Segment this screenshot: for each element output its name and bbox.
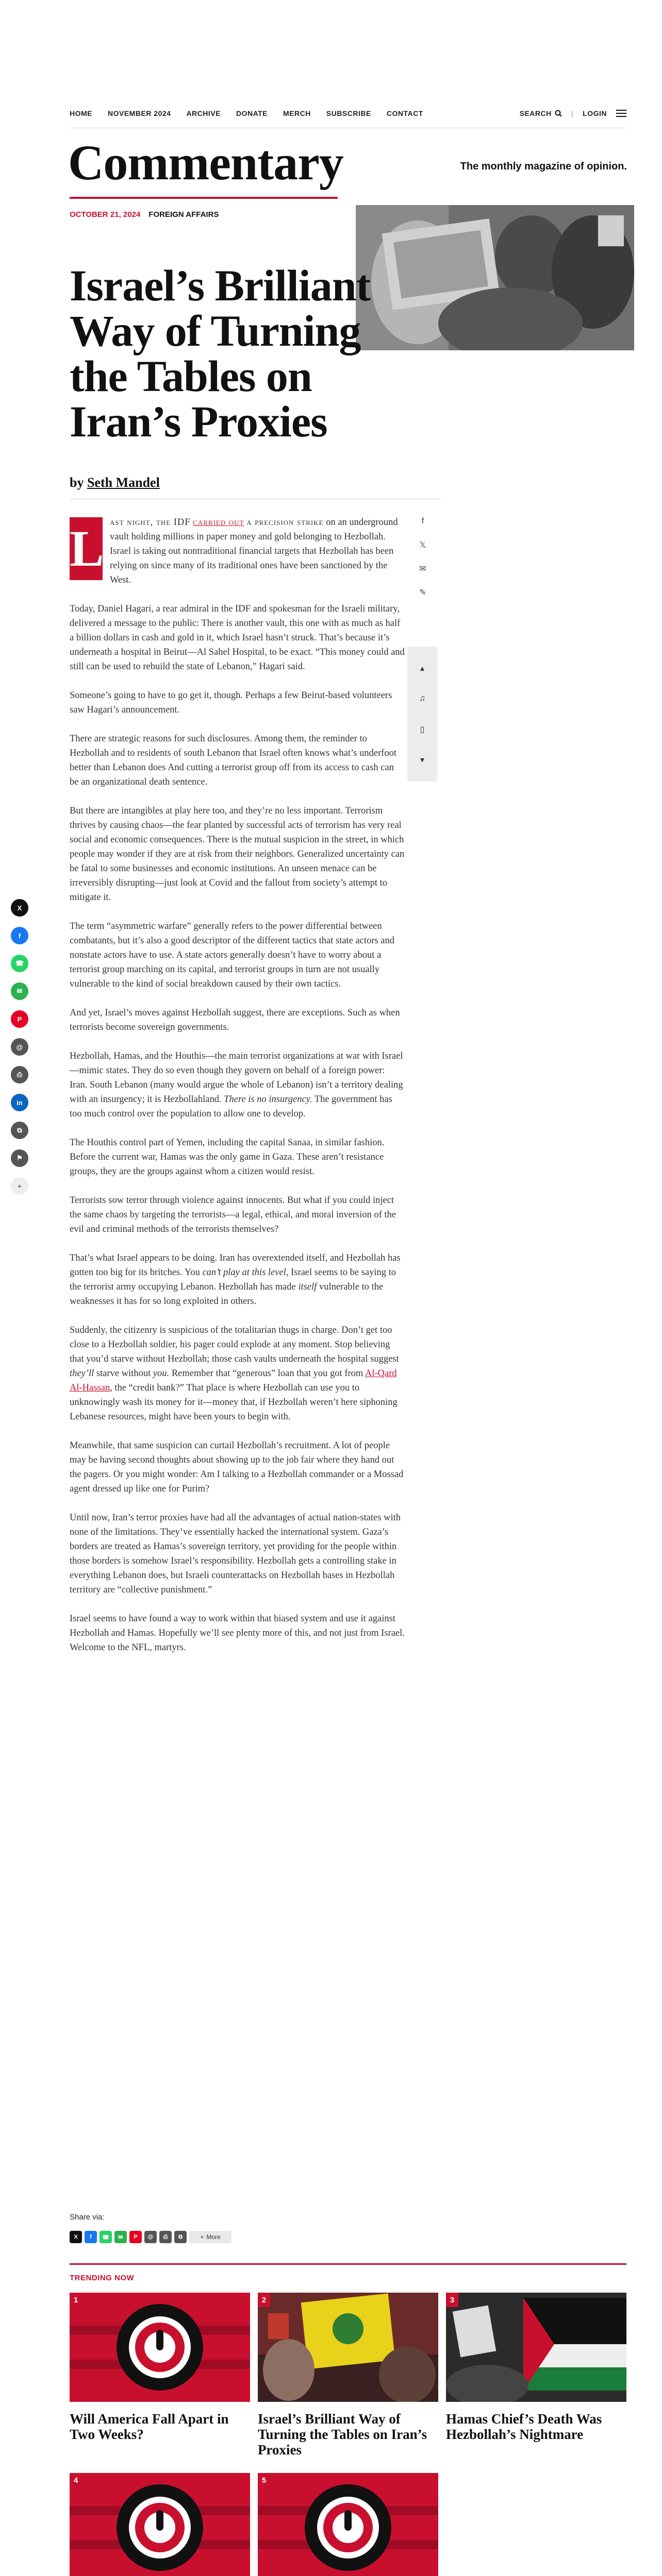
podcast-icon (258, 2473, 438, 2576)
trending-label: TRENDING NOW (70, 2274, 135, 2282)
author-link[interactable]: Seth Mandel (87, 475, 160, 490)
paragraph: But there are intangibles at play here too, and they’re no less important. Terrorism thrives by causing chaos—the fear planted by successful acts of terrorism has very real social and economic consequences. There is the mutual suspicion in the street, in which people may wonder if they are at risk from their neighbors. Generalized uncertainty can be fatal to some businesses and economic institutions. An unseen menace can be irreversibly disrupting—just look at Covid and the fallout from society’s attempt to mitigate it. (70, 806, 405, 903)
nav-home[interactable]: HOME (70, 109, 92, 117)
paragraph: Terrorists sow terror through violence against innocents. But what if you could inject the same chaos by targeting the terrorists—a legal, ethical, and moral inversion of the evil and criminal methods of the terrorists themselves? (70, 1195, 396, 1234)
nav-divider: | (571, 109, 574, 117)
trending-thumb-4[interactable]: 4 (70, 2473, 250, 2576)
email-share-icon[interactable]: @ (11, 1038, 28, 1056)
paragraph: Israel seems to have found a way to work within that biased system and use it against Hezbollah and Hamas. Hopefully we’ll see plenty more of this, and not just from Israel. Welcome to the NFL, martyrs. (70, 1614, 405, 1653)
sms-share-icon[interactable]: ✉ (11, 982, 28, 1000)
floating-share-column (9, 899, 30, 1195)
drop-cap: L (70, 517, 103, 580)
facebook-share-button[interactable]: f (85, 2231, 97, 2243)
trending-thumb-1[interactable]: 1 (70, 2293, 250, 2402)
trending-card-3[interactable] (446, 2293, 626, 2442)
pinterest-share-icon[interactable]: P (11, 1010, 28, 1028)
nav-subscribe[interactable]: SUBSCRIBE (326, 109, 371, 117)
print-share-icon[interactable]: ⎙ (11, 1066, 28, 1083)
trending-thumb-5[interactable]: 5 (258, 2473, 438, 2576)
facebook-share-icon[interactable]: f (11, 927, 28, 944)
masthead-logo[interactable]: Commentary (68, 135, 343, 190)
pencil-icon[interactable]: ✎ (419, 588, 426, 597)
pinterest-share-button[interactable]: P (129, 2231, 142, 2243)
login-button[interactable]: LOGIN (583, 109, 607, 117)
paragraph: There are strategic reasons for such disclosures. Among them, the reminder to Hezbollah and to residents of south Lebanon that Israel often knows what’s underfoot better than Lebanon does And cutting a terrorist group off from its access to cash can be an organizational death sentence. (70, 734, 396, 787)
podcast-icon (70, 2473, 250, 2576)
share-bar (70, 2231, 231, 2243)
scroll-down-icon[interactable]: ▾ (420, 756, 425, 765)
nav-contact[interactable]: CONTACT (386, 109, 423, 117)
trending-thumb-2[interactable]: 2 (258, 2293, 438, 2402)
copy-link-icon[interactable]: ⧉ (11, 1122, 28, 1139)
carried-out-link[interactable]: carried out (193, 517, 244, 528)
trending-thumb-3[interactable]: 3 (446, 2293, 626, 2402)
email-share-button[interactable]: @ (144, 2231, 157, 2243)
search-button[interactable]: SEARCH (520, 109, 562, 117)
twitter-icon[interactable]: 𝕏 (419, 541, 426, 550)
font-size-icon[interactable]: ▴ (420, 664, 425, 673)
paragraph: The term “asymmetric warfare” generally refers to the power differential between combatants, but it’s also a good descriptor of the different tactics that state actors and nonstate actors have to use. A state actors generally doesn’t have to worry about a terrorist group marching on its capital, and terrorist groups in turn are not usually vulnerable to the kind of social breakdown caused by their own tactics. (70, 921, 395, 989)
trending-title-3[interactable]: Hamas Chief’s Death Was Hezbollah’s Nightmare (446, 2411, 602, 2442)
whatsapp-share-button[interactable]: ☎ (100, 2231, 112, 2243)
paragraph: Today, Daniel Hagari, a rear admiral in the IDF and spokesman for the Israeli military, delivered a message to the public: There is another vault, this one with as much as half a billion dollars in cash and gold in it, which Israel hasn’t struck. That’s because it’s underneath a hospital in Beirut—Al Sahel Hospital, to be exact. “This money could and still can be used to rebuild the state of Lebanon,” Hagari said. (70, 604, 405, 672)
al-qard-al-hassan-link[interactable]: Al-Qard Al-Hassan (70, 1368, 397, 1393)
paragraph: Someone’s going to have to go get it, though. Perhaps a few Beirut-based volunteers saw Hagari’s announcement. (70, 690, 392, 715)
crowd-flags-photo (446, 2293, 626, 2402)
article-date: OCTOBER 21, 2024 (70, 210, 141, 219)
email-icon[interactable]: ✉ (419, 565, 426, 573)
article-title: Israel’s Brilliant Way of Turning the Tables on Iran’s Proxies (70, 261, 371, 446)
more-share-icon[interactable]: + (11, 1177, 28, 1195)
hezbollah-rally-photo (258, 2293, 438, 2402)
article-share-rail (407, 515, 438, 599)
x-share-icon[interactable]: X (11, 899, 28, 917)
sound-icon[interactable]: ♫ (419, 694, 425, 703)
trending-card-5[interactable] (258, 2473, 438, 2576)
paragraph: And yet, Israel’s moves against Hezbollah suggest, there are exceptions. Such as when terrorists become sovereign governments. (70, 1008, 400, 1032)
podcast-icon (70, 2293, 250, 2402)
article-category[interactable]: FOREIGN AFFAIRS (148, 210, 219, 219)
x-share-button[interactable]: X (70, 2231, 82, 2243)
chart-icon[interactable]: ▯ (420, 725, 425, 734)
byline: by Seth Mandel (70, 475, 160, 490)
nav-donate[interactable]: DONATE (236, 109, 268, 117)
paragraph: L ast night, the IDF carried out a precision strike on an underground vault holding millions in paper money and gold belonging to Hezbollah. Israel is taking out nontraditional financial targets that Hezbollah has been relying on since many of its traditional ones have been sanctioned by the West. (70, 517, 398, 585)
whatsapp-share-icon[interactable]: ☎ (11, 955, 28, 972)
copy-share-button[interactable]: ⧉ (174, 2231, 187, 2243)
print-share-button[interactable]: ⎙ (159, 2231, 172, 2243)
trending-card-2[interactable] (258, 2293, 438, 2458)
menu-icon[interactable] (616, 110, 626, 117)
article-body (70, 515, 405, 1669)
trending-title-2[interactable]: Israel’s Brilliant Way of Turning the Tables on Iran’s Proxies (258, 2411, 427, 2458)
nav-links (70, 109, 423, 117)
nav-right (520, 109, 626, 117)
linkedin-share-icon[interactable]: in (11, 1094, 28, 1111)
more-share-button[interactable]: + More (189, 2231, 231, 2243)
trending-card-1[interactable] (70, 2293, 250, 2442)
bookmark-icon[interactable]: ⚑ (11, 1149, 28, 1167)
article-meta (70, 210, 219, 219)
trending-rule (70, 2263, 626, 2265)
paragraph: Meanwhile, that same suspicion can curtail Hezbollah’s recruitment. A lot of people may be having second thoughts about showing up to the job fair where they hand out the pagers. Or you might wonder: Am I talking to a Hezbollah commander or a Mossad agent dressed up like one for Purim? (70, 1440, 404, 1494)
paragraph: That’s what Israel appears to be doing. Iran has overextended itself, and Hezbollah has gotten too big for its britches. You can’t play at this level, Israel seems to be saying to the terrorist army occupying Lebanon. Hezbollah has made itself vulnerable to the weaknesses it has for so long exploited in others. (70, 1253, 401, 1307)
paragraph: Hezbollah, Hamas, and the Houthis—the main terrorist organizations at war with Israel—mimic states. They do so even though they govern on behalf of a foreign power: Iran. South Lebanon (many would argue the whole of Lebanon) isn’t a territory dealing with an insurgency; it is Hezbollahland. There is no insurgency. The government has too much control over the population to allow one to develop. (70, 1051, 403, 1119)
top-nav (70, 103, 626, 124)
share-via-label: Share via: (70, 2213, 105, 2222)
plus-icon: + (200, 2233, 204, 2241)
trending-card-4[interactable] (70, 2473, 250, 2576)
masthead-rule (70, 197, 338, 199)
paragraph: Suddenly, the citizenry is suspicious of the totalitarian thugs in charge. Don’t get too close to a Hezbollah soldier, his pager could explode at any moment. Stop believing that you’d starve without Hezbollah; those cash vaults underneath the hospital suggest they’ll starve without you. Remember that “generous” loan that you got from Al-Qard Al-Hassan, the “credit bank?” That place is where Hezbollah can use you to unknowingly wash its money for it—money that, if Hezbollah weren’t here siphoning Lebanese resources, might have been yours to begin with. (70, 1325, 399, 1422)
paragraph: The Houthis control part of Yemen, including the capital Sanaa, in similar fashion. Before the current war, Hamas was the only game in Gaza. These aren’t resistance groups, they are the groups against whom a citizen would resist. (70, 1138, 385, 1177)
masthead-tagline: The monthly magazine of opinion. (460, 161, 627, 172)
nav-november-2024[interactable]: NOVEMBER 2024 (108, 109, 171, 117)
article-tools-box (407, 647, 437, 782)
trending-title-1[interactable]: Will America Fall Apart in Two Weeks? (70, 2411, 229, 2442)
sms-share-button[interactable]: ✉ (114, 2231, 127, 2243)
facebook-icon[interactable]: f (421, 517, 424, 526)
nav-merch[interactable]: MERCH (283, 109, 311, 117)
nav-archive[interactable]: ARCHIVE (186, 109, 221, 117)
search-icon (555, 110, 562, 117)
paragraph: Until now, Iran’s terror proxies have had all the advantages of actual nation-states with none of the limitations. They’ve essentially hacked the international system. Gaza’s borders are treated as Hamas’s sovereign territory, yet providing for the people within those borders is somehow Israel’s responsibility. Hezbollah gets a controlling stake in everything Lebanon does, but Israeli counterattacks on Hezbollah bases in Hezbollah territory are “collective punishment.” (70, 1513, 401, 1595)
